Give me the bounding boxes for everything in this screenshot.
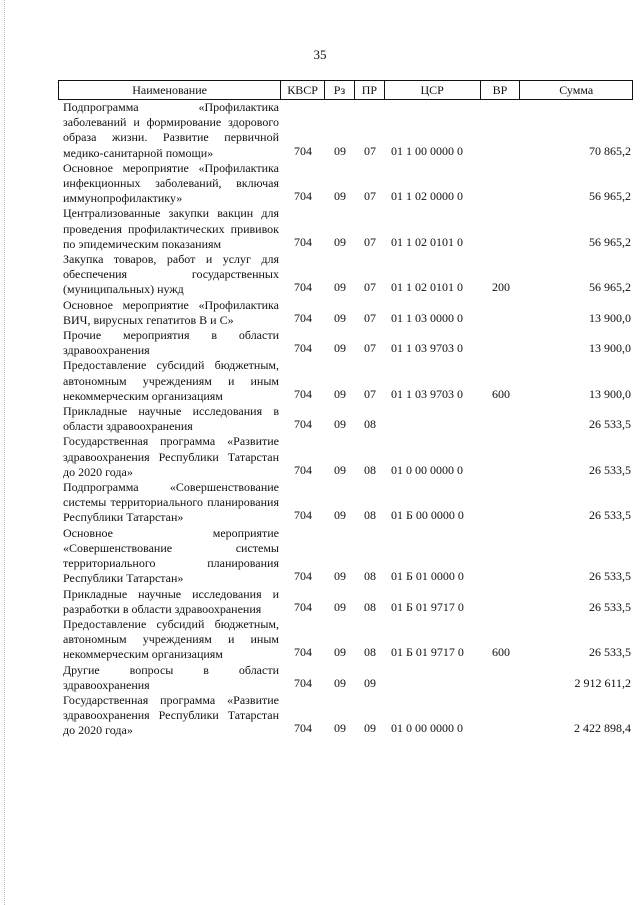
cell-vr [481,737,521,739]
cell-pr: 09 [364,721,376,736]
cell-name: Основное мероприятие «Профилактика инфекционных заболеваний, включая иммунопрофилактику» [63,160,279,206]
cell-vr [481,326,521,328]
cell-kvsr: 704 [294,508,312,523]
cell-kvsr: 704 [294,189,312,204]
cell-csr: 01 1 00 0000 0 [391,143,463,158]
binding-margin-line [4,0,5,905]
page-number: 35 [313,47,327,62]
cell-pr: 08 [364,569,376,584]
cell-pr: 08 [364,645,376,660]
cell-name: Закупка товаров, работ и услуг для обеспечения государственных (муниципальных) нужд [63,252,279,297]
cell-csr [385,691,481,693]
cell-rz: 09 [334,508,346,523]
cell-pr: 07 [364,189,376,204]
header-pr: ПР [355,81,385,99]
cell-rz: 09 [334,310,346,325]
cell-csr: 01 Б 00 0000 0 [391,508,464,523]
cell-sum: 26 533,5 [589,417,631,432]
cell-name: Прикладные научные исследования и разработки в области здравоохранения [63,586,279,616]
cell-rz: 09 [334,645,346,660]
cell-kvsr: 704 [294,234,312,249]
header-name: Наименование [59,81,281,99]
cell-csr: 01 Б 01 0000 0 [391,569,464,584]
cell-sum: 13 900,0 [589,310,631,325]
cell-rz: 09 [334,462,346,477]
table-row [58,161,633,207]
cell-sum: 56 965,2 [589,234,631,249]
table-row [58,206,633,252]
cell-csr: 01 1 03 9703 0 [391,386,463,401]
cell-rz: 09 [334,599,346,614]
cell-name: Основное мероприятие «Профилактика ВИЧ, вирусных гепатитов В и С» [63,297,279,327]
cell-vr [481,250,521,252]
table-row [58,100,633,161]
cell-rz: 09 [334,569,346,584]
cell-csr: 01 1 02 0101 0 [391,280,463,295]
cell-name: Предоставление субсидий бюджетным, автономным учреждениям и иным некоммерческим организациям [63,358,279,403]
cell-csr: 01 1 02 0101 0 [391,234,463,249]
header-csr: ЦСР [385,81,481,99]
cell-pr: 08 [364,462,376,477]
cell-rz: 09 [334,417,346,432]
cell-name: Подпрограмма «Профилактика заболеваний и формирование здорового образа жизни. Развитие первичной медико-санитарной помощи» [63,100,279,160]
cell-csr: 01 Б 01 9717 0 [391,645,464,660]
cell-kvsr: 704 [294,599,312,614]
cell-kvsr: 704 [294,462,312,477]
cell-kvsr: 704 [294,143,312,158]
table-row [58,298,633,328]
cell-kvsr: 704 [294,721,312,736]
header-sum: Сумма [559,83,594,97]
header-vr: ВР [481,81,521,99]
cell-name: Государственная программа «Развитие здравоохранения Республики Татарстан до 2020 года» [63,692,279,738]
cell-pr: 07 [364,386,376,401]
cell-kvsr: 704 [294,569,312,584]
cell-pr: 08 [364,417,376,432]
cell-csr: 01 Б 01 9717 0 [391,599,464,614]
cell-vr: 600 [492,386,510,401]
cell-sum: 26 533,5 [589,508,631,523]
cell-kvsr: 704 [294,645,312,660]
table-row [58,252,633,298]
cell-name: Основное мероприятие «Совершенствование системы территориального планирования Республики Татарстан» [63,525,279,586]
cell-vr [481,615,521,617]
cell-sum: 13 900,0 [589,341,631,356]
budget-table [58,80,633,739]
cell-csr: 01 0 00 0000 0 [391,462,463,477]
cell-csr: 01 1 02 0000 0 [391,189,463,204]
cell-kvsr: 704 [294,386,312,401]
table-row [58,328,633,358]
cell-vr [481,356,521,358]
cell-sum: 56 965,2 [589,280,631,295]
cell-vr [481,204,521,206]
cell-vr [481,585,521,587]
table-row [58,526,633,587]
table-header [58,80,633,100]
cell-pr: 07 [364,143,376,158]
table-row [58,587,633,617]
cell-name: Предоставление субсидий бюджетным, автономным учреждениям и иным некоммерческим организациям [63,616,279,662]
cell-pr: 07 [364,234,376,249]
cell-sum: 56 965,2 [589,189,631,204]
cell-kvsr: 704 [294,417,312,432]
cell-kvsr: 704 [294,280,312,295]
cell-kvsr: 704 [294,341,312,356]
cell-rz: 09 [334,341,346,356]
table-row [58,693,633,739]
cell-csr: 01 1 03 9703 0 [391,341,463,356]
cell-sum: 26 533,5 [589,599,631,614]
cell-vr: 600 [492,645,510,660]
cell-sum: 13 900,0 [589,386,631,401]
cell-csr: 01 1 03 0000 0 [391,310,463,325]
cell-vr [481,524,521,526]
cell-pr: 08 [364,508,376,523]
cell-pr: 09 [364,675,376,690]
table-row [58,663,633,693]
cell-rz: 09 [334,386,346,401]
cell-kvsr: 704 [294,310,312,325]
cell-sum: 26 533,5 [589,645,631,660]
cell-sum: 70 865,2 [589,143,631,158]
cell-vr [481,478,521,480]
cell-rz: 09 [334,675,346,690]
table-body [58,100,633,739]
cell-rz: 09 [334,189,346,204]
header-kvsr: КВСР [281,81,325,99]
cell-rz: 09 [334,280,346,295]
cell-name: Подпрограмма «Совершенствование системы территориального планирования Республики Татарстан» [63,480,279,525]
cell-vr [481,691,521,693]
cell-pr: 07 [364,310,376,325]
table-row [58,404,633,434]
cell-csr [385,432,481,434]
cell-rz: 09 [334,234,346,249]
cell-name: Прочие мероприятия в области здравоохранения [63,328,279,358]
cell-name: Государственная программа «Развитие здравоохранения Республики Татарстан до 2020 года» [63,434,279,479]
cell-vr [481,432,521,434]
cell-csr: 01 0 00 0000 0 [391,721,463,736]
cell-kvsr: 704 [294,675,312,690]
cell-sum: 26 533,5 [589,569,631,584]
cell-pr: 08 [364,599,376,614]
cell-name: Другие вопросы в области здравоохранения [63,662,279,692]
cell-sum: 2 422 898,4 [574,721,631,736]
cell-name: Прикладные научные исследования в области здравоохранения [63,404,279,434]
header-rz: Рз [325,81,355,99]
cell-pr: 07 [364,341,376,356]
table-row [58,434,633,480]
table-row [58,480,633,526]
cell-sum: 26 533,5 [589,462,631,477]
table-row [58,617,633,663]
cell-sum: 2 912 611,2 [574,675,631,690]
cell-pr: 07 [364,280,376,295]
cell-rz: 09 [334,721,346,736]
cell-rz: 09 [334,143,346,158]
table-row [58,358,633,404]
cell-name: Централизованные закупки вакцин для проведения профилактических прививок по эпидемическим показаниям [63,206,279,251]
cell-vr: 200 [492,280,510,295]
cell-vr [481,159,521,161]
